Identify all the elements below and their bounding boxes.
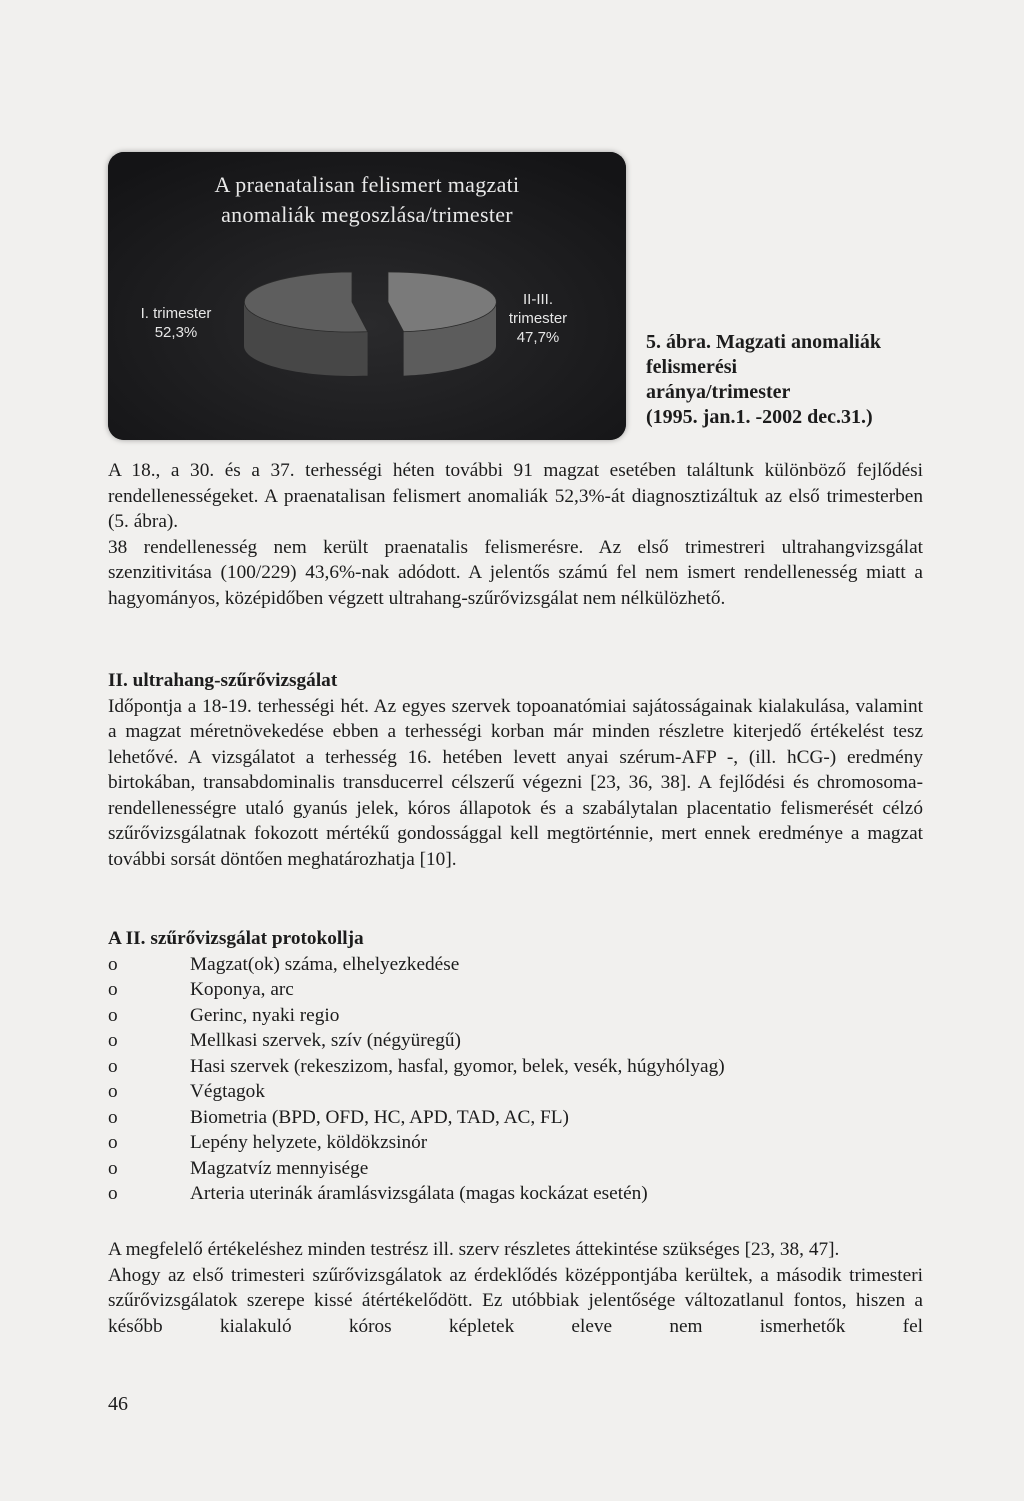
slice-label-name-line1: II-III. (523, 291, 553, 308)
list-item: o Végtagok (108, 1079, 923, 1105)
bullet-icon: o (108, 979, 118, 1000)
caption-line: aránya/trimester (646, 381, 791, 403)
pie-chart-figure (108, 152, 626, 440)
slice-label-name-line2: trimester (508, 310, 568, 327)
paragraph: 38 rendellenesség nem került praenatalis felismerésre. Az első trimestreri ultrahangvizsgálat szenzitivitása (100/229) 43,6%-nak adódott. A jelentős számú fel nem ismert rendellenesség miatt a hagyományos, középidőben végzett ultrahang-szűrővizsgálat nem nélkülözhető. (108, 536, 923, 609)
page-number: 46 (108, 1393, 128, 1415)
body-text-bottom (108, 1237, 923, 1339)
bullet-icon: o (108, 953, 118, 975)
list-item: o Gerinc, nyaki regio (108, 1003, 923, 1029)
list-item: o Magzat(ok) száma, elhelyezkedése (108, 952, 923, 978)
list-item: o Hasi szervek (rekeszizom, hasfal, gyomor, belek, vesék, húgyhólyag) (108, 1054, 923, 1080)
list-item: o Koponya, arc (108, 977, 923, 1003)
paragraph: Ahogy az első trimesteri szűrővizsgálatok az érdeklődés középpontjába kerültek, a második trimesteri szűrővizsgálatok szerepe kissé átértékelődött. Ez utóbbiak jelentősége változatlanul fontos, hiszen a később kialakuló kóros képletek eleve nem ismerhetők fel (108, 1264, 923, 1337)
bullet-icon: o (108, 1004, 118, 1026)
section-heading: II. ultrahang-szűrővizsgálat (108, 670, 338, 691)
slice-label-value: 52,3% (154, 324, 198, 341)
body-text-top (108, 458, 923, 611)
chart-title-line2: anomaliák megoszlása/trimester (221, 202, 513, 227)
paragraph: A megfelelő értékeléshez minden testrész ill. szerv részletes áttekintése szükséges [23, 38, 47]. (108, 1239, 840, 1260)
protocol-list (108, 952, 923, 1207)
chart-title-line1: A praenatalisan felismert magzati (214, 172, 520, 197)
bullet-icon: o (108, 1157, 118, 1179)
protocol-heading: A II. szűrővizsgálat protokollja (108, 928, 364, 949)
bullet-icon: o (108, 1106, 118, 1128)
slice-label-value: 47,7% (516, 329, 560, 346)
list-item: o Magzatvíz mennyisége (108, 1156, 923, 1182)
slice-label-second-third-trimester (488, 290, 588, 347)
protocol-section (108, 926, 923, 1207)
section-ultrasound-screening (108, 668, 923, 872)
bullet-icon: o (108, 1183, 118, 1204)
paragraph: Időpontja a 18-19. terhességi hét. Az egyes szervek topoanatómiai sajátosságainak kialakulása, valamint a magzat méretnövekedése ebben a terhességi korban már minden részletre kiterjedő értékelést tesz lehetővé. A vizsgálatot a terhesség 16. hetében levett anyai szérum-AFP -, (ill. hCG-) eredmény birtokában, transabdominalis transducerrel célszerű végezni [23, 36, 38]. A fejlődési és chromosoma-rendellenességre utaló gyanús jelek, kóros állapotok és a szabálytalan placentatio felismerését célzó szűrővizsgálatnak fokozott mértékű gondossággal kell megtörténnie, mert ennek eredménye a magzat további sorsát döntően meghatározhatja [10]. (108, 695, 923, 870)
list-item: o Lepény helyzete, köldökzsinór (108, 1130, 923, 1156)
bullet-icon: o (108, 1132, 118, 1153)
caption-line: (1995. jan.1. -2002 dec.31.) (646, 406, 873, 428)
list-item: o Arteria uterinák áramlásvizsgálata (magas kockázat esetén) (108, 1181, 923, 1207)
slice-label-name: I. trimester (140, 305, 212, 322)
bullet-icon: o (108, 1081, 118, 1102)
slice-label-first-trimester (120, 304, 232, 342)
list-item: o Mellkasi szervek, szív (négyüregű) (108, 1028, 923, 1054)
list-item: o Biometria (BPD, OFD, HC, APD, TAD, AC, FL) (108, 1105, 923, 1131)
chart-title (108, 170, 626, 230)
paragraph: A 18., a 30. és a 37. terhességi héten további 91 magzat esetében találtunk különböző fejlődési rendellenességeket. A praenatalisan felismert anomaliák 52,3%-át diagnosztizáltuk az első trimesterben (5. ábra). (108, 460, 923, 532)
caption-line: 5. ábra. Magzati anomaliák (646, 331, 881, 353)
bullet-icon: o (108, 1030, 118, 1051)
bullet-icon: o (108, 1055, 118, 1077)
caption-line: felismerési (646, 356, 738, 378)
figure-caption (646, 330, 946, 430)
